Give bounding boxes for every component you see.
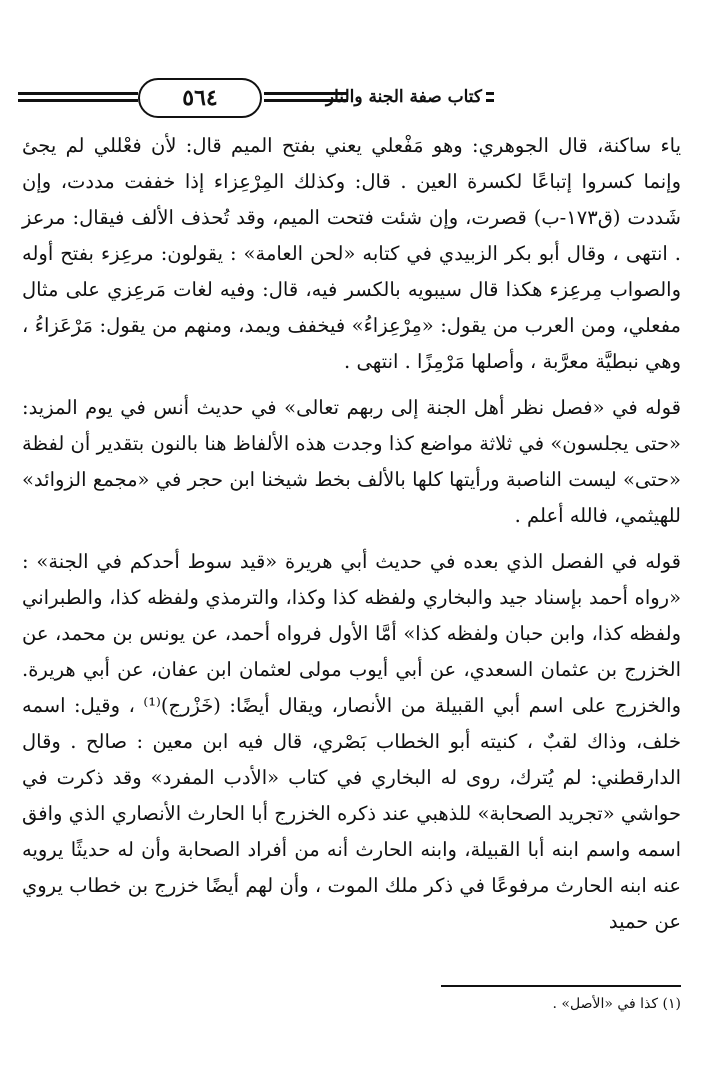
footnote-divider: [441, 985, 681, 987]
header-rule-left: [18, 92, 138, 106]
header-rule-right: [486, 92, 494, 106]
paragraph-2: قوله في «فصل نظر أهل الجنة إلى ربهم تعالى» في حديث أنس في يوم المزيد: «حتى يجلسون» في ثلاثة مواضع كذا وجدت هذه الألفاظ هنا بالنون بتقدير أن لفظة «حتى» ليست الناصبة ورأيتها كلها بالألف بخط شيخنا ابن حجر في «مجمع الزوائد» للهيثمي، فالله أعلم .: [22, 396, 681, 527]
paragraph-3: قوله في الفصل الذي بعده في حديث أبي هريرة «قيد سوط أحدكم في الجنة» : «رواه أحمد بإسناد جيد والبخاري ولفظه كذا وكذا، والترمذي ولفظه كذا، والطبراني ولفظه كذا، وابن حبان ولفظه كذا» أمَّا الأول فرواه أحمد، عن يونس بن محمد، عن الخزرج بن عثمان السعدي، عن أبي أيوب مولى لعثمان ابن عفان، عن أبي هريرة. والخزرج على اسم أبي القبيلة من الأنصار، ويقال أيضًا: (خَزْرج)⁽¹⁾ ، وقيل: اسمه خلف، وذاك لقبٌ ، كنيته أبو الخطاب بَصْري، قال فيه ابن معين : صالح . وقال الدارقطني: لم يُترك، روى له البخاري في كتاب «الأدب المفرد» وقد ذكرت في حواشي «تجريد الصحابة» للذهبي عند ذكره الخزرج أبا الحارث الأنصاري الذي وافق اسمه واسم ابنه أبا القبيلة، وابنه الحارث أنه من أفراد الصحابة وأن له حديثًا يرويه عنه ابنه الحارث مرفوعًا في ذكر ملك الموت ، وأن لهم أيضًا خزرج بن خطاب يروي عن حميد: [22, 550, 682, 933]
footnote-1: (١) كذا في «الأصل» .: [552, 996, 681, 1012]
paragraph-1: ياء ساكنة، قال الجوهري: وهو مَفْعلي يعني بفتح الميم قال: لأن فعْللي لم يجئ وإنما كسروا إتباعًا لكسرة العين . قال: وكذلك المِرْعِزاء إذا خففت مددت، وإن شَددت (ق١٧٣-ب) قصرت، وإن شئت فتحت الميم، وقد تُحذف الألف فيقال: مرعز . انتهى ، وقال أبو بكر الزبيدي في كتابه «لحن العامة» : يقولون: مرعِزء بفتح أوله والصواب مِرعِزء هكذا قال سيبويه بالكسر فيه، قال: وفيه لغات مَرعِزي على مثال مفعلي، ومن العرب من يقول: «مِرْعِزاءُ» فيخفف ويمد، ومنهم من يقول: مَرْعَزاءُ ، وهي نبطيَّة معرَّبة ، وأصلها مَرْمِزًا . انتهى .: [22, 134, 681, 373]
main-text: [22, 128, 681, 940]
page-number-badge: [138, 78, 262, 118]
running-title: كتاب صفة الجنة والنار: [325, 87, 482, 107]
page-header: [18, 78, 685, 122]
page-number: ٥٦٤: [182, 85, 218, 111]
